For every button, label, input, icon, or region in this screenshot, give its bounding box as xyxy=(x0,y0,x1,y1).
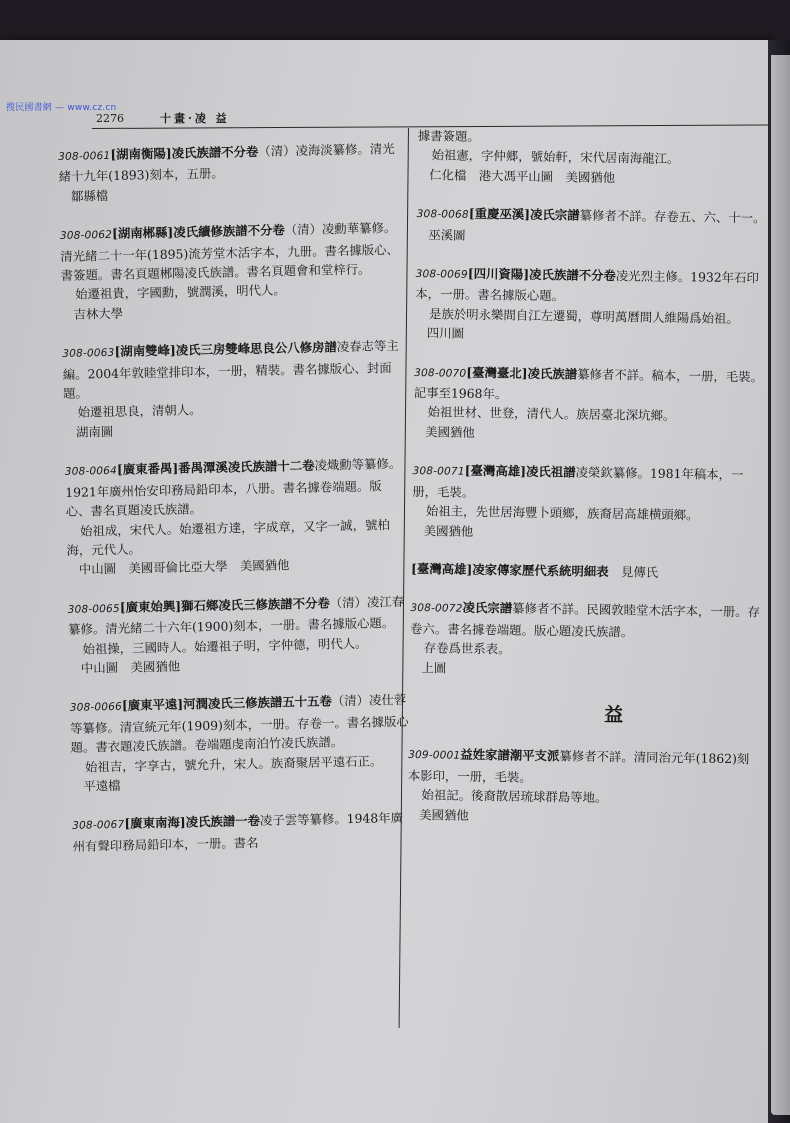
holding-libraries: 美國猶他 xyxy=(425,424,475,440)
catalog-entry xyxy=(65,454,407,580)
entry-note: 始祖吉，字享古，號允升，宋人。族裔聚居平遠石正。 xyxy=(84,752,383,775)
entry-heading-line xyxy=(408,744,759,790)
holding-libraries: 鄒縣檔 xyxy=(70,187,109,204)
entry-code: 308-0064 xyxy=(64,465,118,479)
holding-libraries: 美國猶他 xyxy=(423,522,474,539)
entry-code: 308-0063 xyxy=(62,347,115,361)
catalog-entry xyxy=(416,203,767,249)
next-page-edge xyxy=(771,55,790,1115)
entry-note: 始祖主，先世居海豐卜頭鄉，族裔居高雄横頭鄉。 xyxy=(425,503,699,523)
catalog-entry xyxy=(409,597,760,682)
catalog-entry xyxy=(62,336,404,442)
entry-note: 始祖成，宋代人。始遷祖方達，字成章，又字一誠，號柏海，元代人。 xyxy=(66,516,390,558)
page-number: 2276 xyxy=(96,112,124,125)
entry-note: 存卷爲世系表。 xyxy=(423,640,511,657)
entry-description: 凌榮欽纂修。1981年稿本，一册，毛裝。 xyxy=(412,464,744,500)
holding-libraries: 美國猶他 xyxy=(419,806,469,823)
catalog-entry xyxy=(60,218,402,324)
entry-description: （清）凌海淡纂修。清光緒十九年(1893)刻本，五册。 xyxy=(58,140,395,185)
entry-description: （清）凌江春纂修。清光緒二十六年(1900)刻本，一册。書名據版心題。 xyxy=(67,593,405,638)
entry-title: [廣東始興]獅石鄉凌氏三修族譜不分卷 xyxy=(119,595,330,615)
left-column xyxy=(58,139,413,875)
entry-title: [湖南雙峰]凌氏三房雙峰思良公八修房譜 xyxy=(114,339,337,360)
holding-libraries: 湖南圖 xyxy=(75,423,114,440)
entry-title: [重慶巫溪]凌氏宗譜 xyxy=(468,206,580,223)
holding-libraries: 仁化檔 港大馮平山圖 美國猶他 xyxy=(429,166,616,185)
entry-title: [廣東南海]凌氏族譜一卷 xyxy=(124,813,261,832)
see-also-entry xyxy=(411,559,761,584)
holding-libraries: 巫溪圖 xyxy=(428,226,466,243)
catalog-entry xyxy=(67,591,409,678)
entry-heading-line xyxy=(410,597,761,643)
entry-code: 309-0001 xyxy=(408,749,461,763)
catalog-entry xyxy=(413,362,764,447)
entry-note: 始遷祖貴，字國勳，號潤溪，明代人。 xyxy=(74,282,286,303)
entry-title: 益姓家譜潮平支派 xyxy=(460,747,560,764)
catalog-entry xyxy=(411,460,762,545)
catalog-entry xyxy=(72,808,413,856)
watermark-text: 搜民國書網 — www.cz.cn xyxy=(6,103,117,113)
entry-code: 308-0067 xyxy=(72,819,125,833)
entry-note: 據書簽題。 xyxy=(417,127,480,144)
section-heading: 益 xyxy=(604,703,624,727)
entry-code: 308-0071 xyxy=(412,465,465,479)
entry-heading-line xyxy=(58,139,399,187)
right-column xyxy=(407,126,768,848)
entry-description: 凌春志等主編。2004年敦睦堂排印本，一册，精裝。書名據版心、封面題。 xyxy=(62,338,399,402)
entry-description: 纂修者不詳。清同治元年(1862)刻本影印，一册，毛裝。 xyxy=(407,748,750,785)
entry-heading-line xyxy=(72,808,413,856)
entry-description: 凌子雲等纂修。1948年廣州有聲印務局鉛印本，一册。書名 xyxy=(72,810,404,854)
see-also-title: [臺灣高雄]凌家傳家歷代系統明細表 xyxy=(410,560,609,579)
see-also-ref: 見傳氏 xyxy=(620,564,659,580)
running-header-title: 十畫·凌 益 xyxy=(160,112,230,125)
entry-code: 308-0069 xyxy=(415,268,468,281)
continued-entry xyxy=(417,126,768,190)
entry-title: 凌氏宗譜 xyxy=(462,600,513,616)
entry-description: 纂修者不詳。民國敦睦堂木活字本，一册。存卷六。書名據卷端題。版心題凌氏族譜。 xyxy=(409,600,761,640)
entry-description: 纂修者不詳。稿本，一册，毛裝。記事至1968年。 xyxy=(413,366,764,402)
catalog-entry xyxy=(415,263,766,348)
entry-code: 308-0061 xyxy=(58,149,111,163)
entry-heading-line xyxy=(62,336,403,403)
holding-libraries: 上圖 xyxy=(421,659,447,676)
holding-libraries: 平遠檔 xyxy=(83,777,121,794)
entry-title: [廣東番禺]番禺潭溪凌氏族譜十二卷 xyxy=(116,457,315,478)
entry-title: [湖南郴縣]凌氏續修族譜不分卷 xyxy=(111,222,285,242)
entry-heading-line xyxy=(412,460,763,506)
holding-libraries: 四川圖 xyxy=(426,325,465,341)
entry-title: [廣東平遠]河潤凌氏三修族譜五十五卷 xyxy=(121,693,332,714)
entry-code: 308-0065 xyxy=(67,602,120,616)
entry-heading-line xyxy=(65,454,406,521)
entry-note: 是族於明永樂間自江左遷蜀，尊明萬曆間人維陽爲始祖。 xyxy=(428,306,739,326)
entry-description: 凌熾勳等纂修。1921年廣州怡安印務局鉛印本，八册。書名據卷端題。版心、書名頁題凌氏族譜。 xyxy=(65,456,402,520)
entry-description: （清）凌勳華纂修。清光緒二十一年(1895)流芳堂木活字本，九册。書名據版心、書簽題。書名頁題郴陽凌氏族譜。書名頁題會和堂梓行。 xyxy=(60,220,399,284)
entry-heading-line xyxy=(67,591,408,639)
entry-note: 始祖世材、世登，清代人。族居臺北深坑鄉。 xyxy=(427,404,676,424)
entry-note: 始祖憲，字仲郷，號始軒，宋代居南海龍江。 xyxy=(431,147,680,167)
entry-title: [臺灣高雄]凌氏祖譜 xyxy=(464,463,576,480)
entry-code: 308-0068 xyxy=(416,208,469,222)
catalog-entry xyxy=(58,139,399,206)
entry-code: 308-0066 xyxy=(69,701,123,715)
entry-code: 308-0072 xyxy=(410,602,463,616)
entry-description: （清）凌仕蓉等纂修。清宣統元年(1909)刻本，一册。存卷一。書名據版心題。書衣題凌氏族譜。卷端題虔南泊竹凌氏族譜。 xyxy=(70,692,409,756)
entry-note: 始祖操，三國時人。始遷祖子明，字仲德，明代人。 xyxy=(82,635,368,657)
entry-title: [湖南衡陽]凌氏族譜不分卷 xyxy=(110,143,259,162)
entry-title: [臺灣臺北]凌氏族譜 xyxy=(466,364,578,382)
entry-heading-line xyxy=(60,218,401,285)
entry-code: 308-0062 xyxy=(59,229,113,243)
catalog-entry xyxy=(70,690,412,796)
entry-heading-line xyxy=(414,362,765,408)
holding-libraries: 中山圖 美國猶他 xyxy=(80,658,181,676)
holding-libraries: 吉林大學 xyxy=(73,305,124,322)
entry-heading-line xyxy=(70,690,411,757)
entry-note: 始遷祖思良，清朝人。 xyxy=(77,402,202,421)
entry-heading-line xyxy=(415,263,766,309)
entry-code: 308-0070 xyxy=(414,366,467,380)
holding-libraries: 中山圖 美國哥倫比亞大學 美國猶他 xyxy=(78,557,290,577)
catalog-entry xyxy=(407,744,758,829)
entry-title: [四川資陽]凌氏族譜不分卷 xyxy=(467,265,616,284)
entry-description: 凌光烈主修。1932年石印本，一册。書名據版心題。 xyxy=(415,268,760,304)
entry-description: 纂修者不詳。存卷五、六、十一。 xyxy=(579,207,766,226)
entry-note: 始祖記。後裔散居琉球群島等地。 xyxy=(421,787,608,806)
